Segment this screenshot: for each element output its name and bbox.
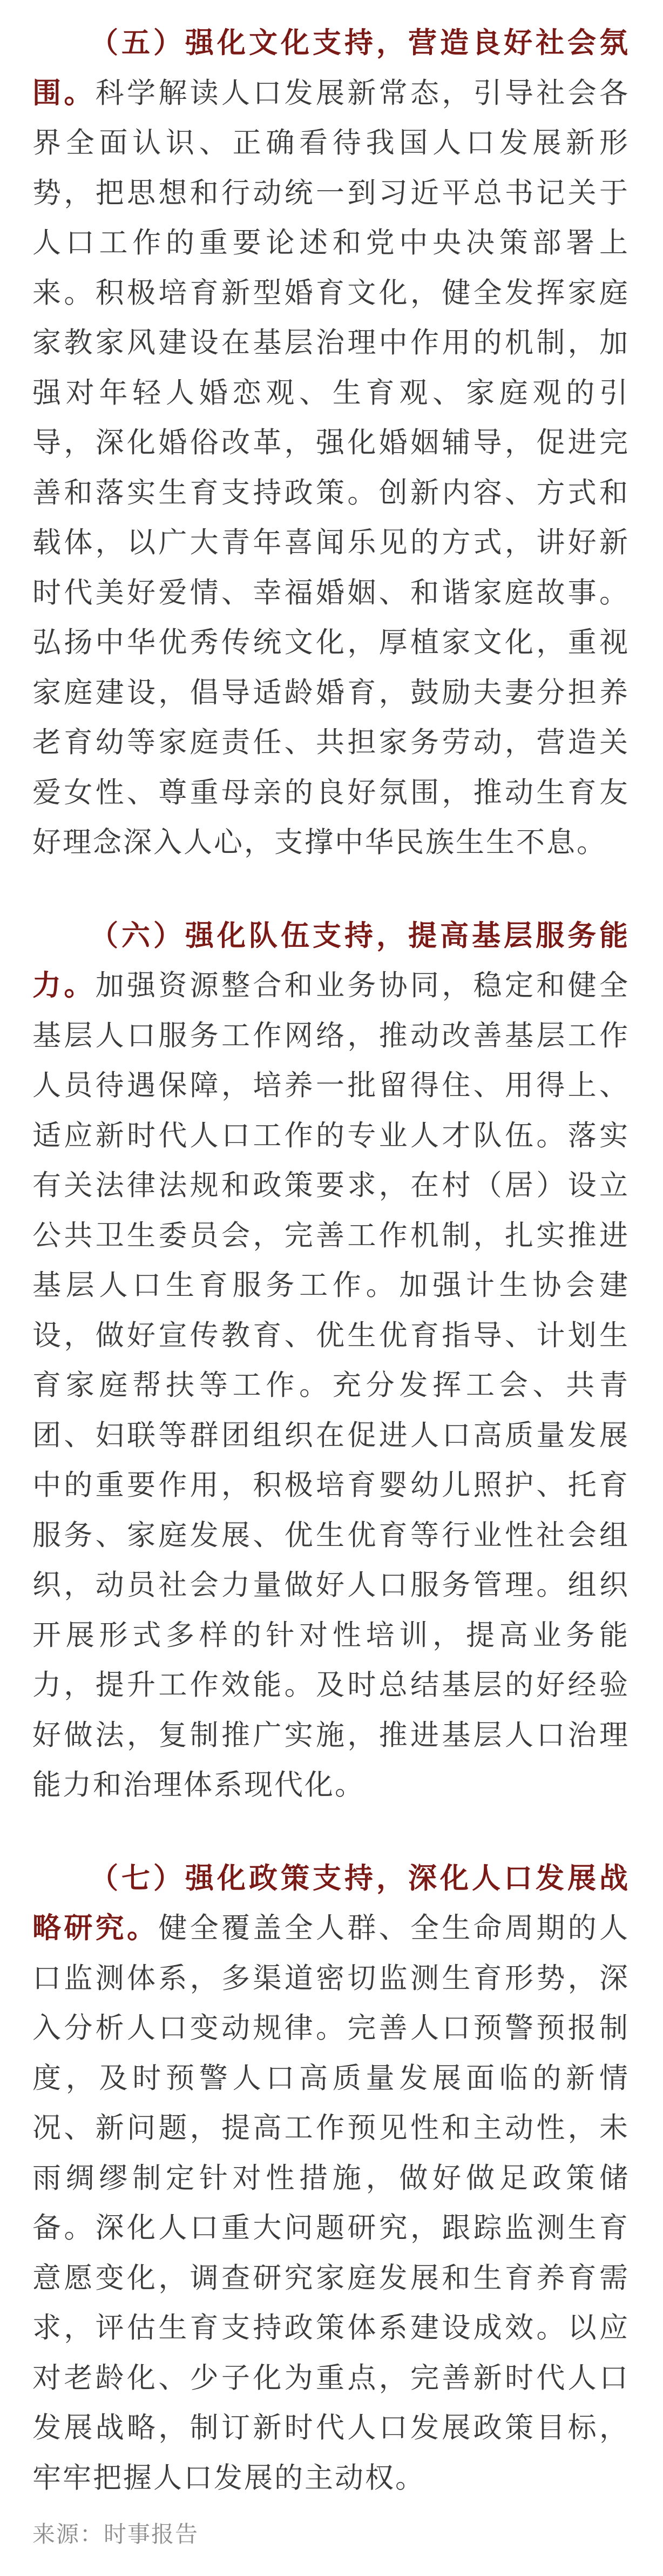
section-five-body: 科学解读人口发展新常态，引导社会各界全面认识、正确看待我国人口发展新形势，把思想和行动统一到习近平总书记关于人口工作的重要论述和党中央决策部署上来。积极培育新型婚育文化，健全发挥家庭家教家风建设在基层治理中作用的机制，加强对年轻人婚恋观、生育观、家庭观的引导，深化婚俗改革，强化婚姻辅导，促进完善和落实生育支持政策。创新内容、方式和载体，以广大青年喜闻乐见的方式，讲好新时代美好爱情、幸福婚姻、和谐家庭故事。弘扬中华优秀传统文化，厚植家文化，重视家庭建设，倡导适龄婚育，鼓励夫妻分担养老育幼等家庭责任、共担家务劳动，营造关爱女性、尊重母亲的良好氛围，推动生育友好理念深入人心，支撑中华民族生生不息。	[32, 76, 630, 859]
section-five-heading: （五）强化文化支持，营造良好社会氛围。	[32, 26, 630, 110]
section-seven-body: 健全覆盖全人群、全生命周期的人口监测体系，多渠道密切监测生育形势，深入分析人口变动规律。完善人口预警预报制度，及时预警人口高质量发展面临的新情况、新问题，提高工作预见性和主动性，未雨绸缪制定针对性措施，做好做足政策储备。深化人口重大问题研究，跟踪监测生育意愿变化，调查研究家庭发展和生育养育需求，评估生育支持政策体系建设成效。以应对老龄化、少子化为重点，完善新时代人口发展战略，制订新时代人口发展政策目标，牢牢把握人口发展的主动权。	[32, 1912, 630, 2494]
section-seven-heading: （七）强化政策支持，深化人口发展战略研究。	[32, 1861, 630, 1945]
section-five	[32, 18, 630, 868]
section-six-heading: （六）强化队伍支持，提高基层服务能力。	[32, 919, 630, 1002]
source-note: 来源：时事报告	[32, 2521, 199, 2547]
section-six	[32, 911, 630, 1811]
section-six-body: 加强资源整合和业务协同，稳定和健全基层人口服务工作网络，推动改善基层工作人员待遇保障，培养一批留得住、用得上、适应新时代人口工作的专业人才队伍。落实有关法律法规和政策要求，在村（居）设立公共卫生委员会，完善工作机制，扎实推进基层人口生育服务工作。加强计生协会建设，做好宣传教育、优生优育指导、计划生育家庭帮扶等工作。充分发挥工会、共青团、妇联等群团组织在促进人口高质量发展中的重要作用，积极培育婴幼儿照护、托育服务、家庭发展、优生优育等行业性社会组织，动员社会力量做好人口服务管理。组织开展形式多样的针对性培训，提高业务能力，提升工作效能。及时总结基层的好经验好做法，复制推广实施，推进基层人口治理能力和治理体系现代化。	[32, 969, 630, 1801]
section-seven	[32, 1854, 630, 2504]
